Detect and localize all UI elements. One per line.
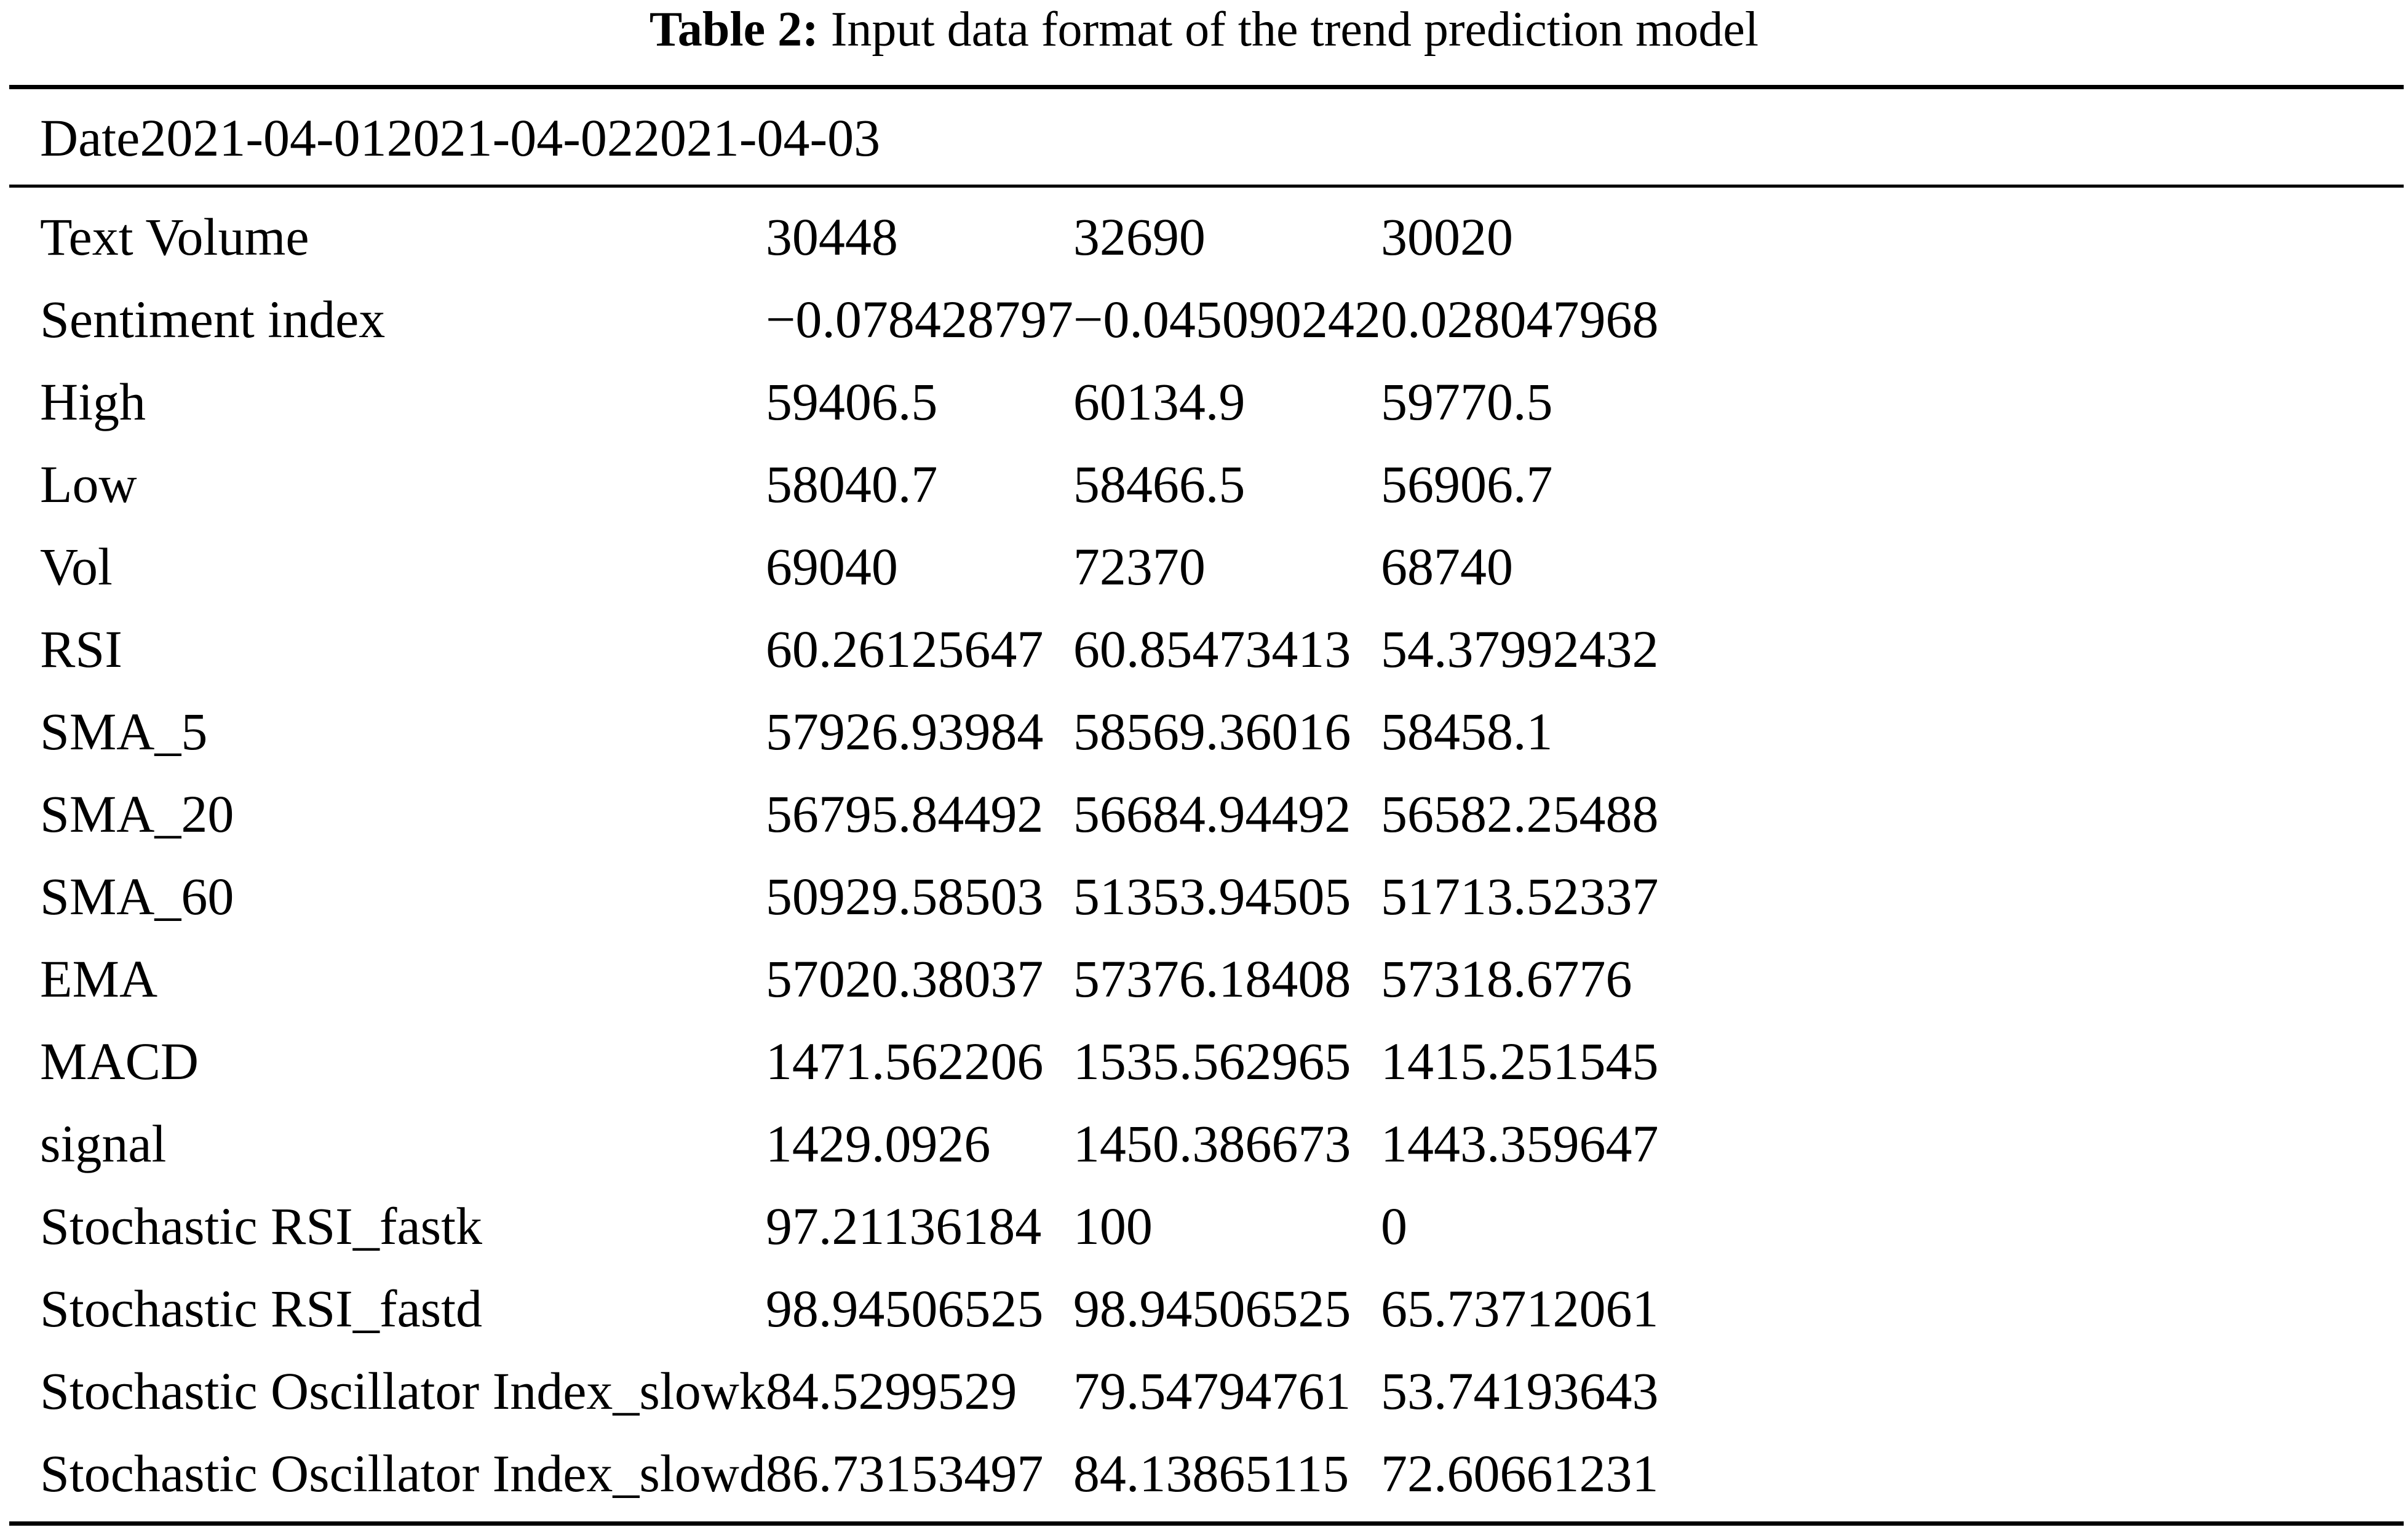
value-cell: 69040	[765, 537, 898, 596]
value-cell: 57376.18408	[1073, 949, 1351, 1008]
value-cell: −0.045090242	[1073, 290, 1381, 349]
value-cell: 58569.36016	[1073, 702, 1351, 761]
row-label-cell: Stochastic RSI_fastk	[40, 1197, 482, 1256]
value-cell: 0	[1380, 1197, 1407, 1256]
value-cell: 57926.93984	[765, 702, 1044, 761]
value-cell: 59770.5	[1380, 372, 1553, 431]
table-row	[0, 773, 1658, 855]
value-cell: 50929.58503	[765, 867, 1044, 926]
table-row	[0, 938, 1658, 1020]
row-label-cell: MACD	[40, 1032, 199, 1091]
table-row	[0, 1267, 1658, 1350]
value-cell: 32690	[1073, 207, 1206, 266]
header-cell: Date	[40, 108, 140, 167]
header-cell: 2021-04-03	[633, 108, 881, 167]
row-label-cell: SMA_5	[40, 702, 208, 761]
row-label-cell: Text Volume	[40, 207, 309, 266]
value-cell: 72370	[1073, 537, 1206, 596]
value-cell: 1450.386673	[1073, 1114, 1351, 1173]
value-cell: 59406.5	[765, 372, 938, 431]
value-cell: 58040.7	[765, 455, 938, 514]
table-row	[0, 690, 1658, 773]
header-cell: 2021-04-01	[140, 108, 387, 167]
table-row	[0, 278, 1658, 361]
value-cell: 1471.562206	[765, 1032, 1044, 1091]
value-cell: 68740	[1380, 537, 1513, 596]
table-row	[0, 525, 1658, 608]
value-cell: 58458.1	[1380, 702, 1553, 761]
value-cell: 98.94506525	[1073, 1279, 1351, 1338]
row-label-cell: signal	[40, 1114, 167, 1173]
value-cell: 86.73153497	[765, 1444, 1044, 1503]
table-row	[0, 1432, 1658, 1515]
value-cell: 60134.9	[1073, 372, 1246, 431]
table-row	[0, 361, 1658, 443]
value-cell: 60.85473413	[1073, 620, 1351, 679]
caption-text: Input data format of the trend prediction model	[830, 2, 1759, 57]
value-cell: 1443.359647	[1380, 1114, 1659, 1173]
table-row	[0, 1350, 1658, 1432]
table-row	[0, 608, 1658, 690]
value-cell: 100	[1073, 1197, 1153, 1256]
value-cell: 97.21136184	[765, 1197, 1042, 1256]
value-cell: 98.94506525	[765, 1279, 1044, 1338]
value-cell: 1535.562965	[1073, 1032, 1351, 1091]
table-row	[0, 1185, 1658, 1267]
row-label-cell: Stochastic RSI_fastd	[40, 1279, 482, 1338]
caption-label: Table 2:	[649, 2, 819, 57]
value-cell: 30448	[765, 207, 898, 266]
row-label-cell: SMA_20	[40, 784, 234, 843]
row-label-cell: Low	[40, 455, 137, 514]
value-cell: 0.028047968	[1380, 290, 1659, 349]
table-row	[0, 443, 1658, 525]
row-label-cell: Vol	[40, 537, 113, 596]
value-cell: 54.37992432	[1380, 620, 1659, 679]
value-cell: 1429.0926	[765, 1114, 991, 1173]
table-row	[0, 196, 1658, 278]
value-cell: 56582.25488	[1380, 784, 1659, 843]
value-cell: 56906.7	[1380, 455, 1553, 514]
value-cell: 58466.5	[1073, 455, 1246, 514]
header-cell: 2021-04-02	[386, 108, 634, 167]
table-row	[0, 1020, 1658, 1102]
value-cell: 56684.94492	[1073, 784, 1351, 843]
table-row	[0, 1102, 1658, 1185]
row-label-cell: Stochastic Oscillator Index_slowd	[40, 1444, 766, 1503]
row-label-cell: Stochastic Oscillator Index_slowk	[40, 1361, 766, 1420]
value-cell: −0.078428797	[765, 290, 1073, 349]
value-cell: 57318.6776	[1380, 949, 1632, 1008]
bottom-rule	[9, 1521, 2404, 1526]
table-row	[0, 855, 1658, 938]
row-label-cell: SMA_60	[40, 867, 234, 926]
table-caption	[0, 0, 2408, 68]
row-label-cell: High	[40, 372, 146, 431]
value-cell: 1415.251545	[1380, 1032, 1659, 1091]
row-label-cell: RSI	[40, 620, 122, 679]
value-cell: 72.60661231	[1380, 1444, 1659, 1503]
value-cell: 51713.52337	[1380, 867, 1659, 926]
top-rule	[9, 85, 2404, 89]
row-label-cell: Sentiment index	[40, 290, 386, 349]
header-row	[0, 97, 880, 179]
row-label-cell: EMA	[40, 949, 158, 1008]
header-rule	[9, 185, 2404, 188]
value-cell: 60.26125647	[765, 620, 1044, 679]
value-cell: 65.73712061	[1380, 1279, 1659, 1338]
value-cell: 57020.38037	[765, 949, 1044, 1008]
value-cell: 56795.84492	[765, 784, 1044, 843]
value-cell: 30020	[1380, 207, 1513, 266]
value-cell: 84.5299529	[765, 1361, 1017, 1420]
value-cell: 79.54794761	[1073, 1361, 1351, 1420]
value-cell: 53.74193643	[1380, 1361, 1659, 1420]
value-cell: 51353.94505	[1073, 867, 1351, 926]
value-cell: 84.13865115	[1073, 1444, 1349, 1503]
